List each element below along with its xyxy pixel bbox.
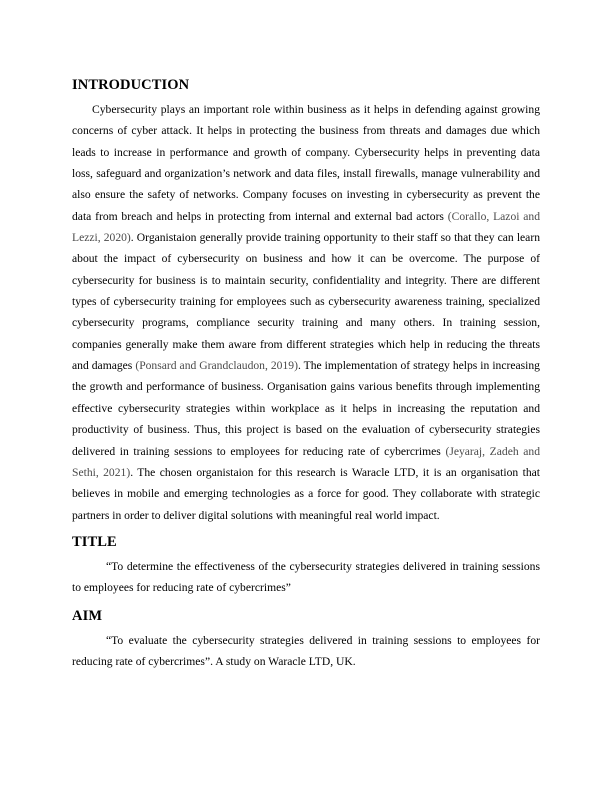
- intro-text-3: . The implementation of strategy helps in increasing the growth and performance of business. Organisation gains various benefits through implementing effective cybersecurity strategies within workplace as it helps in increasing the reputation and productivity of business. Thus, this project is based on the evaluation of cybersecurity strategies delivered in training sessions to employees for reducing rate of cybercrimes: [72, 359, 540, 458]
- document-page: [72, 76, 540, 672]
- intro-text-4: . The chosen organistaion for this research is Waracle LTD, it is an organisation that believes in mobile and emerging technologies as a force for good. They collaborate with strategic partners in order to deliver digital solutions with meaningful real world impact.: [72, 465, 540, 522]
- intro-text-1: Cybersecurity plays an important role within business as it helps in defending against growing concerns of cyber attack. It helps in protecting the business from threats and damages due which leads to increase in performance and growth of company. Cybersecurity helps in preventing data loss, safeguard and organization’s network and data files, install firewalls, manage vulnerability and also ensure the safety of networks. Company focuses on investing in cybersecurity as prevent the data from breach and helps in protecting from internal and external bad actors: [72, 103, 540, 223]
- title-heading: TITLE: [72, 533, 117, 550]
- introduction-paragraph: [72, 99, 540, 526]
- intro-text-2: . Organistaion generally provide training opportunity to their staff so that they can learn about the impact of cybersecurity on business and how it can be overcome. The purpose of cybersecurity for business is to maintain security, confidentiality and integrity. There are different types of cybersecurity training for employees such as cybersecurity awareness training, specialized cybersecurity programs, compliance security training and many others. In training session, companies generally make them aware from different strategies which help in reducing the threats and damages: [72, 231, 540, 373]
- introduction-heading: INTRODUCTION: [72, 77, 190, 93]
- title-text: “To determine the effectiveness of the cybersecurity strategies delivered in training sessions to employees for reducing rate of cybercrimes”: [72, 559, 540, 595]
- aim-heading: AIM: [72, 607, 103, 624]
- citation-ponsard: (Ponsard and Grandclaudon, 2019): [135, 359, 298, 373]
- citation-corallo: (Corallo, Lazoi and Lezzi, 2020): [72, 209, 541, 245]
- citation-jeyaraj: (Jeyaraj, Zadeh and Sethi, 2021): [72, 444, 540, 479]
- aim-text: “To evaluate the cybersecurity strategies delivered in training sessions to employees for reducing rate of cybercrimes”. A study on Waracle LTD, UK.: [72, 633, 540, 668]
